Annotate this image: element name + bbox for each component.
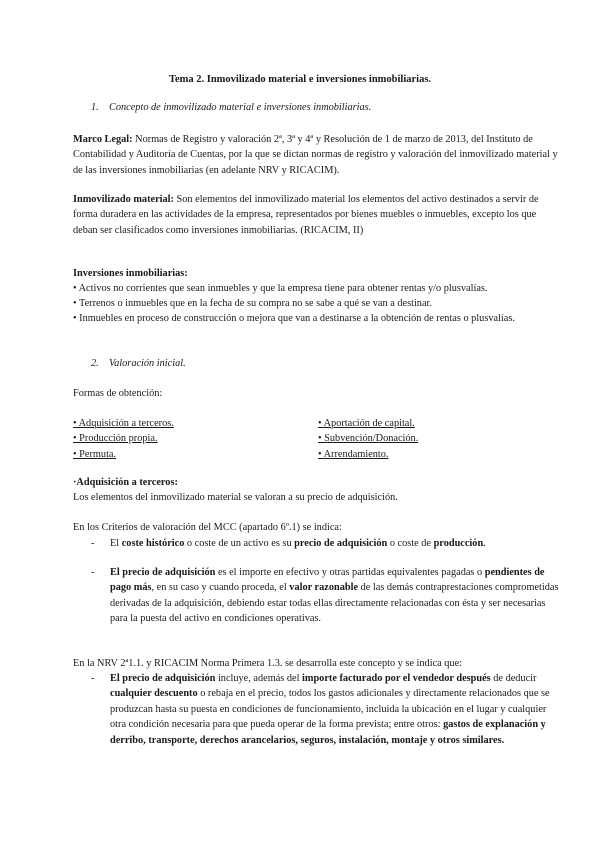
dash-marker: - <box>91 538 95 549</box>
section-2-label: Valoración inicial. <box>109 358 186 369</box>
inmovilizado-label: Inmovilizado material: <box>73 194 174 205</box>
nrv-bullet: - El precio de adquisición incluye, además del importe facturado por el vendedor después de deducir cualquier descuento o rebaja en el precio, todos los gastos adicionales y directamente relacionados que se produzcan hasta su puesta en condiciones de funcionamiento, incluida la ubicación en el lugar y cualquier otra condición necesaria para que pueda operar de la forma prevista; entre otros: gastos de explanación y derribo, transporte, derechos arancelarios, seguros, instalación, montaje y otros similares. <box>91 673 550 746</box>
dash-marker: - <box>91 673 95 684</box>
forma-item: • Adquisición a terceros. <box>73 418 174 429</box>
section-2-number: 2. <box>91 358 99 369</box>
criterios-bullet: - El precio de adquisición es el importe en efectivo y otras partidas equivalentes pagadas o pendientes de pago más, en su caso y cuando proceda, el valor razonable de las demás contraprestaciones comprometidas derivadas de la adquisición, debiendo estar todas ellas directamente relacionadas con ésta y ser necesarias para la puesta del activo en condiciones operativas. <box>91 567 559 625</box>
marco-legal-label: Marco Legal: <box>73 134 133 145</box>
inmovilizado-text: Son elementos del inmovilizado material los elementos del activo destinados a servir de forma duradera en las actividades de la empresa, representados por bienes muebles o inmuebles, excepto los que deban ser clasificados como inversiones inmobiliarias. (RICACIM, II) <box>73 194 539 236</box>
inversiones-item: • Terrenos o inmuebles que en la fecha de su compra no se sabe a qué se van a destinar. <box>73 298 432 309</box>
adquisicion-label: ·Adquisición a terceros: <box>73 477 178 488</box>
inversiones-item: • Activos no corrientes que sean inmuebles y que la empresa tiene para obtener rentas y/o plusvalías. <box>73 283 488 294</box>
section-1-label: Concepto de inmovilizado material e inversiones inmobiliarias. <box>109 102 372 113</box>
inversiones-label: Inversiones inmobiliarias: <box>73 268 188 279</box>
nrv-intro: En la NRV 2ª1.1. y RICACIM Norma Primera 1.3. se desarrolla este concepto y se indica que: <box>73 658 463 669</box>
forma-item: • Producción propia. <box>73 433 158 445</box>
forma-item: • Arrendamiento. <box>318 448 389 460</box>
inversiones-item: • Inmuebles en proceso de construcción o mejora que van a destinarse a la obtención de rentas o plusvalías. <box>73 313 515 324</box>
document-title: Tema 2. Inmovilizado material e inversiones inmobiliarias. <box>168 74 432 85</box>
adquisicion-text: Los elementos del inmovilizado material se valoran a su precio de adquisición. <box>73 492 398 503</box>
forma-item: • Permuta. <box>73 448 117 460</box>
section-1-heading <box>91 100 371 115</box>
formas-list <box>73 416 560 462</box>
forma-item: • Subvención/Donación. <box>318 433 419 445</box>
inmovilizado-paragraph <box>73 192 560 238</box>
marco-legal-paragraph <box>73 132 560 178</box>
section-1-number: 1. <box>91 102 99 113</box>
dash-marker: - <box>91 567 95 578</box>
forma-item: • Aportación de capital. <box>318 418 415 429</box>
marco-legal-text: Normas de Registro y valoración 2ª, 3ª y 4ª y Resolución de 1 de marzo de 2013, del Instituto de Contabilidad y Auditoría de Cuentas, por la que se dictan normas de registro y valoración del inmovilizado material y de las inversiones inmobiliarias (en adelante NRV y RICACIM). <box>73 134 558 176</box>
criterios-bullet: - El coste histórico o coste de un activo es su precio de adquisición o coste de producción. <box>91 536 561 551</box>
section-2-heading <box>91 356 186 371</box>
criterios-intro: En los Criterios de valoración del MCC (apartado 6º.1) se indica: <box>73 522 342 533</box>
formas-label: Formas de obtención: <box>73 388 163 399</box>
